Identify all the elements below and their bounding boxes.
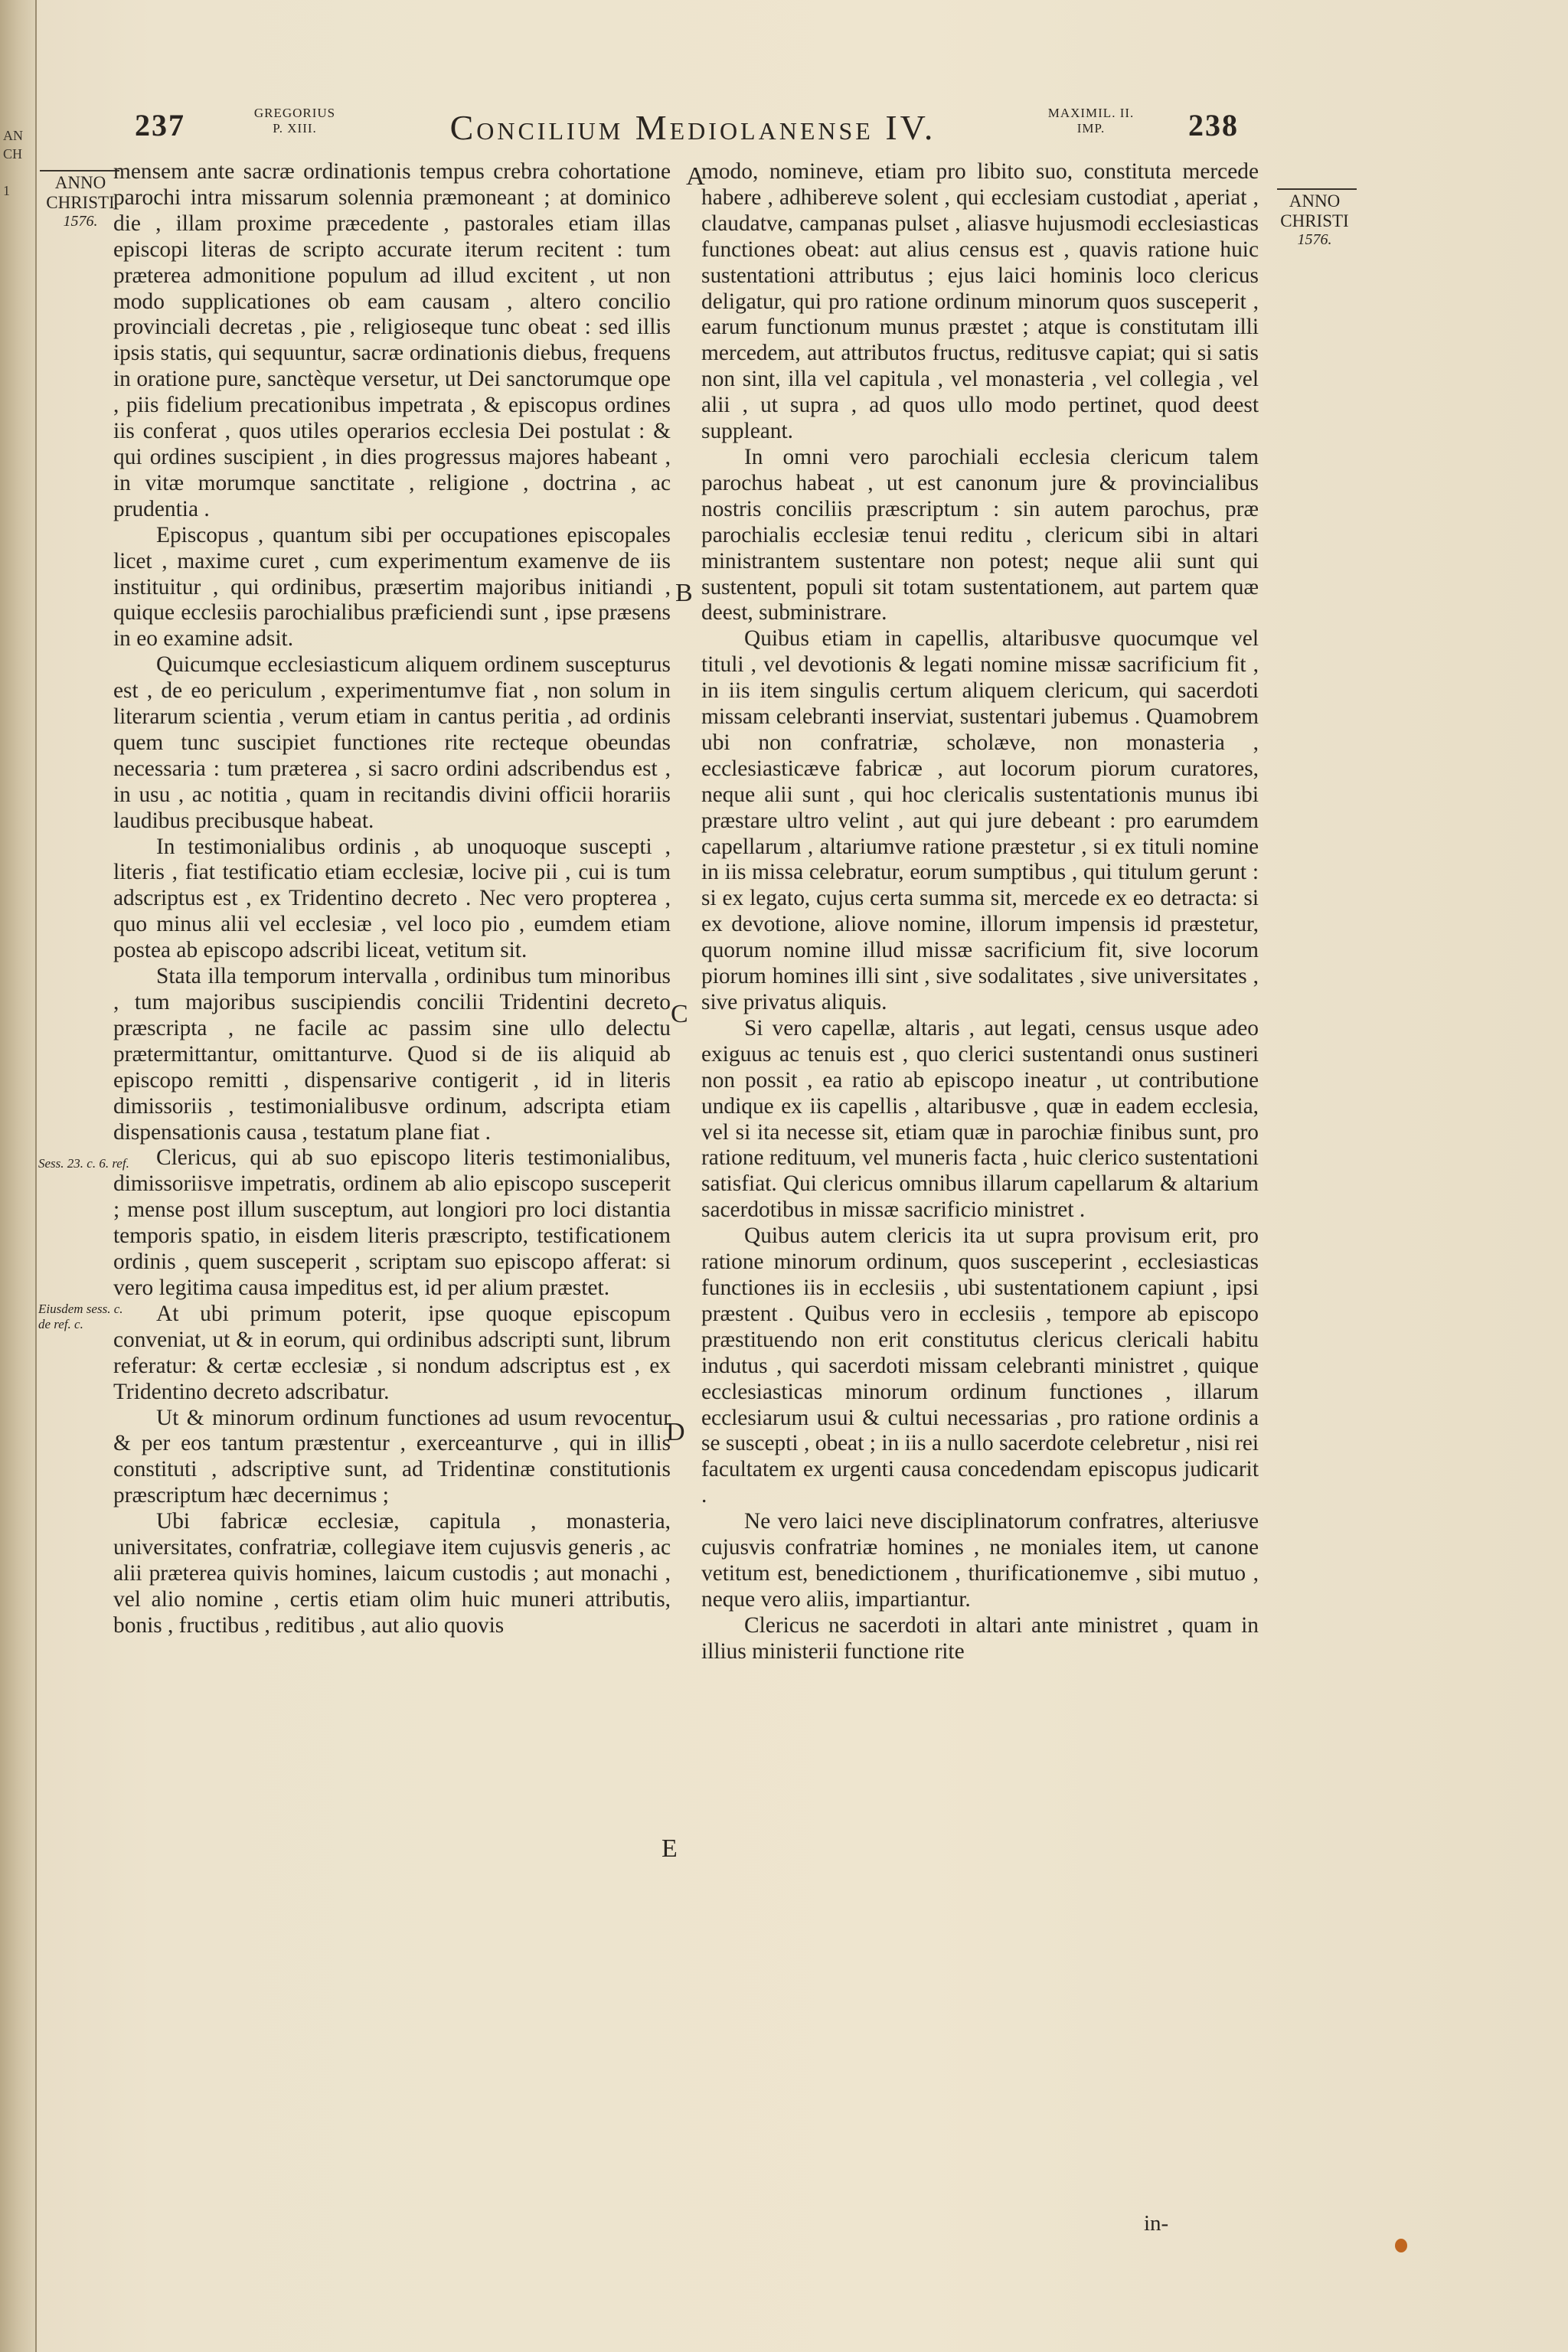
paragraph: Clericus, qui ab suo episcopo literis testimonialibus, dimissoriisve impetratis, ordinem ab alio episcopo susceperit ; mense post illum susceptum, aut longiori pro loci distantia temporis spatio, in eisdem literis præscripto, testificationem ordinis , quem susceperit , scriptam suo episcopo afferat: si vero legitima causa impeditus est, id per alium præstet. — [113, 1145, 671, 1300]
ink-stain — [1395, 2239, 1407, 2252]
paragraph: Stata illa temporum intervalla , ordinibus tum minoribus , tum majoribus suscipiendis concilii Tridentini decreto præscripta , ne facile ac passim sine ullo delectu prætermittantur, omittanturve. Quod si de iis aliquid ab episcopo remitti , dispensarive contigerit , id in literis dimissoriis , testimonialibusve ordinum, adscripta etiam dispensationis causa , testatum plane fiat . — [113, 964, 671, 1145]
emperor-name: MAXIMIL. II. — [1047, 106, 1135, 120]
paragraph: Quibus etiam in capellis, altaribusve quocumque vel tituli , vel devotionis & legati nomine missæ sacrificium fit , in iis item singulis certum aliquem clericum, qui sacerdoti missam celebranti inserviat, sustentari jubemus . Quamobrem ubi non confratriæ, scholæve, non monasteria , ecclesiasticæve fabricæ , aut locorum piorum curatores, neque alii sunt , qui hoc clericalis sustentationis munus ibi præstare ultro velint , aut qui jure debeant : pro earumdem capellarum , altariumve ratione præstetur , si ex tituli nomine in iis missa celebratur, eorum sumptibus , qui titulum gerunt : si ex legato, cujus certa summa sit, mercede ex eo detracta: si ex devotione, aliove nomine, illorum impensis id præstetur, quorum nomine illud missæ sacrificium fit, sive locorum piorum homines illi sint , sive sodalitates , sive universitates , sive privatus aliquis. — [701, 626, 1259, 1014]
right-column — [701, 159, 1259, 1665]
section-letter-a: A — [686, 162, 705, 191]
paragraph: Ubi fabricæ ecclesiæ, capitula , monasteria, universitates, confratriæ, collegiave item cujusvis generis , ac alii præterea quivis homines, laicum custodis ; aut monachi , vel alio nomine , certis etiam olim huic muneri attributis, bonis , fructibus , reditibus , aut alio quovis — [113, 1509, 671, 1638]
pope-number: P. XIII. — [273, 120, 317, 136]
paragraph: Quicumque ecclesiasticum aliquem ordinem suscepturus est , de eo periculum , experimentumve fiat , non solum in literarum scientia , verum etiam in cantus peritia , ad ordinis quem tunc suscipiet functiones rite recteque obeundas necessaria : tum præterea , si sacro ordini adscribendus est , in usu , ac notitia , quam in recitandis divini officii horariis laudibus precibusque habeat. — [113, 652, 671, 833]
gutter-fragment: 1 — [3, 183, 10, 198]
page-number-left: 237 — [135, 108, 185, 142]
paragraph: In testimonialibus ordinis , ab unoquoque suscepti , literis , fiat testificatio etiam ecclesiæ, locive pii , cui is tum adscriptus est , ex Tridentino decreto . Nec vero propterea , quo minus alii vel ecclesiæ , vel loco pio , eumdem etiam postea ab episcopo adscribi liceat, vetitum sit. — [113, 834, 671, 963]
anno-label: ANNO — [1289, 191, 1341, 211]
anno-christi-right — [1265, 191, 1364, 248]
paragraph: Si vero capellæ, altaris , aut legati, census usque adeo exiguus ac tenuis est , quo clerici sustentandi onus sustineri non possit , ea ratio ab episcopo ineatur , ut contributione undique ex iis capellis , altaribusve , quæ in eadem ecclesia, vel si ita necesse sit, etiam quæ in parochiæ finibus sunt, pro ratione redituum, vel muneris facta , huic clerico sustentationi satisfiat. Qui clericus omnibus illarum capellarum & altarium sacerdotibus in missæ sacrificio ministret . — [701, 1015, 1259, 1223]
gutter-fragment: AN — [3, 128, 23, 143]
paragraph: mensem ante sacræ ordinationis tempus crebra cohortatione parochi intra missarum solennia præmoneant ; at dominico die , illam proxime præcedente , pastorales etiam illas episcopi literas de scripto accurate iterum recitent : tum præterea admonitione populum ad illud excitent , ut non modo supplicationes ob eam causam , altero concilio provinciali decretas , pie , religioseque tunc obeat : sed illis ipsis statis, qui sequuntur, sacræ ordinationis diebus, frequens in oratione pure, sanctèque versetur, ut Dei sanctorumque ope , piis fidelium precationibus impetrata , & episcopus ordines iis conferat , quos utiles operarios ecclesia Dei postulat : & qui ordines suscipient , in dies progressus majores habeant , in vitæ morumque sanctitate , religione , doctrina , ac prudentia . — [113, 159, 671, 521]
page-number-right: 238 — [1188, 108, 1239, 142]
margin-note: Sess. 23. c. 6. ref. — [38, 1156, 129, 1171]
paragraph: Ut & minorum ordinum functiones ad usum revocentur & per eos tantum præstentur , exerceanturve , qui in illis constituti , adscriptive sunt, ad Tridentinæ constitutionis præscriptum hæc decernimus ; — [113, 1405, 671, 1508]
adjacent-page-edge — [0, 0, 37, 2352]
paragraph: modo, nomineve, etiam pro libito suo, constituta mercede habere , adhibereve solent , qui ecclesiam custodiat , aperiat , claudatve, campanas pulset , aliasve hujusmodi ecclesiasticas functiones obeat: aut alius census est , quavis ratione huic sustentationi attributus ; ejus laici hominis loco clericus deligatur, qui pro ratione ordinum minorum quos susceperit , earum functionum munus præstet ; atque is constitutam illi mercedem, aut attributos fructus, reditusve capiat; qui si satis non sint, illa vel capitula , vel monasteria , vel collegia , vel alii , ut supra , ad quos ullo modo pertinet, quod deest suppleant. — [701, 159, 1259, 444]
paragraph: At ubi primum poterit, ipse quoque episcopum conveniat, ut & in eorum, qui ordinibus adscripti sunt, librum referatur: & certæ ecclesiæ , si nondum adscriptus est , ex Tridentino decreto adscribatur. — [113, 1301, 671, 1404]
margin-note: Eiusdem sess. c. de ref. c. — [38, 1302, 123, 1332]
pope-name: GREGORIUS — [253, 106, 336, 120]
anno-year: 1576. — [63, 212, 98, 230]
paragraph: Quibus autem clericis ita ut supra provisum erit, pro ratione minorum ordinum, quos susceperint , ecclesiasticas functiones iis in ecclesiis , ubi sustentationem capiunt , ipsi præstent . Quibus vero in ecclesiis , tempore ab episcopo præstituendo non erit constitutus clericus clericali habitu indutus , qui sacerdoti missam celebranti ministret , quique ecclesiasticas minorum ordinum functiones , illarum ecclesiarum usui & cultui necessarias , pro ratione ordinis a se suscepti , obeat ; in iis a nullo sacerdote celebretur , nisi rei facultatem ex urgenti causa concedendam episcopus judicarit . — [701, 1223, 1259, 1508]
catchword: in- — [1144, 2211, 1169, 2236]
left-column — [113, 159, 671, 1639]
section-letter-d: D — [666, 1418, 685, 1446]
page-title: Concilium Mediolanense IV. — [449, 108, 936, 147]
emperor-header — [1026, 106, 1156, 136]
paragraph: Ne vero laici neve disciplinatorum confratres, alteriusve cujusvis confratriæ homines , ne moniales item, ut canone vetitum est, benedictionem , thurificationemve , sibi mutuo , neque vero aliis, impartiantur. — [701, 1509, 1259, 1612]
section-letter-e: E — [662, 1834, 678, 1863]
anno-rule-left — [40, 170, 119, 172]
emperor-title: IMP. — [1076, 120, 1106, 136]
paragraph: Clericus ne sacerdoti in altari ante ministret , quam in illius ministerii functione rite — [701, 1612, 1259, 1664]
section-letter-b: B — [675, 579, 693, 607]
gutter-fragment: CH — [3, 146, 23, 162]
christi-label: CHRISTI — [1280, 211, 1349, 230]
anno-label: ANNO — [54, 173, 106, 192]
paragraph: Episcopus , quantum sibi per occupationes episcopales licet , maxime curet , cum experimentum examenve de iis instituitur , qui ordinibus, præsertim majoribus initiandi , quique ecclesiis parochialibus præficiendi sunt , ipse præsens in eo examine adsit. — [113, 522, 671, 652]
anno-rule-right — [1277, 188, 1357, 190]
pope-header — [230, 106, 360, 136]
anno-year: 1576. — [1297, 230, 1332, 248]
christi-label: CHRISTI — [46, 192, 115, 212]
paragraph: In omni vero parochiali ecclesia clericum talem parochus habeat , ut est canonum jure & provincialibus nostris conciliis præscriptum : sin autem parochus, præ parochialis ecclesiæ tenui reditu , clericum sibi in altari ministrantem sustentare non potest; neque alii sunt qui sustentent, populi sit totam sustentationem, aut partem quæ deest, subministrare. — [701, 444, 1259, 626]
anno-christi-left — [38, 173, 122, 230]
section-letter-c: C — [671, 1000, 688, 1028]
